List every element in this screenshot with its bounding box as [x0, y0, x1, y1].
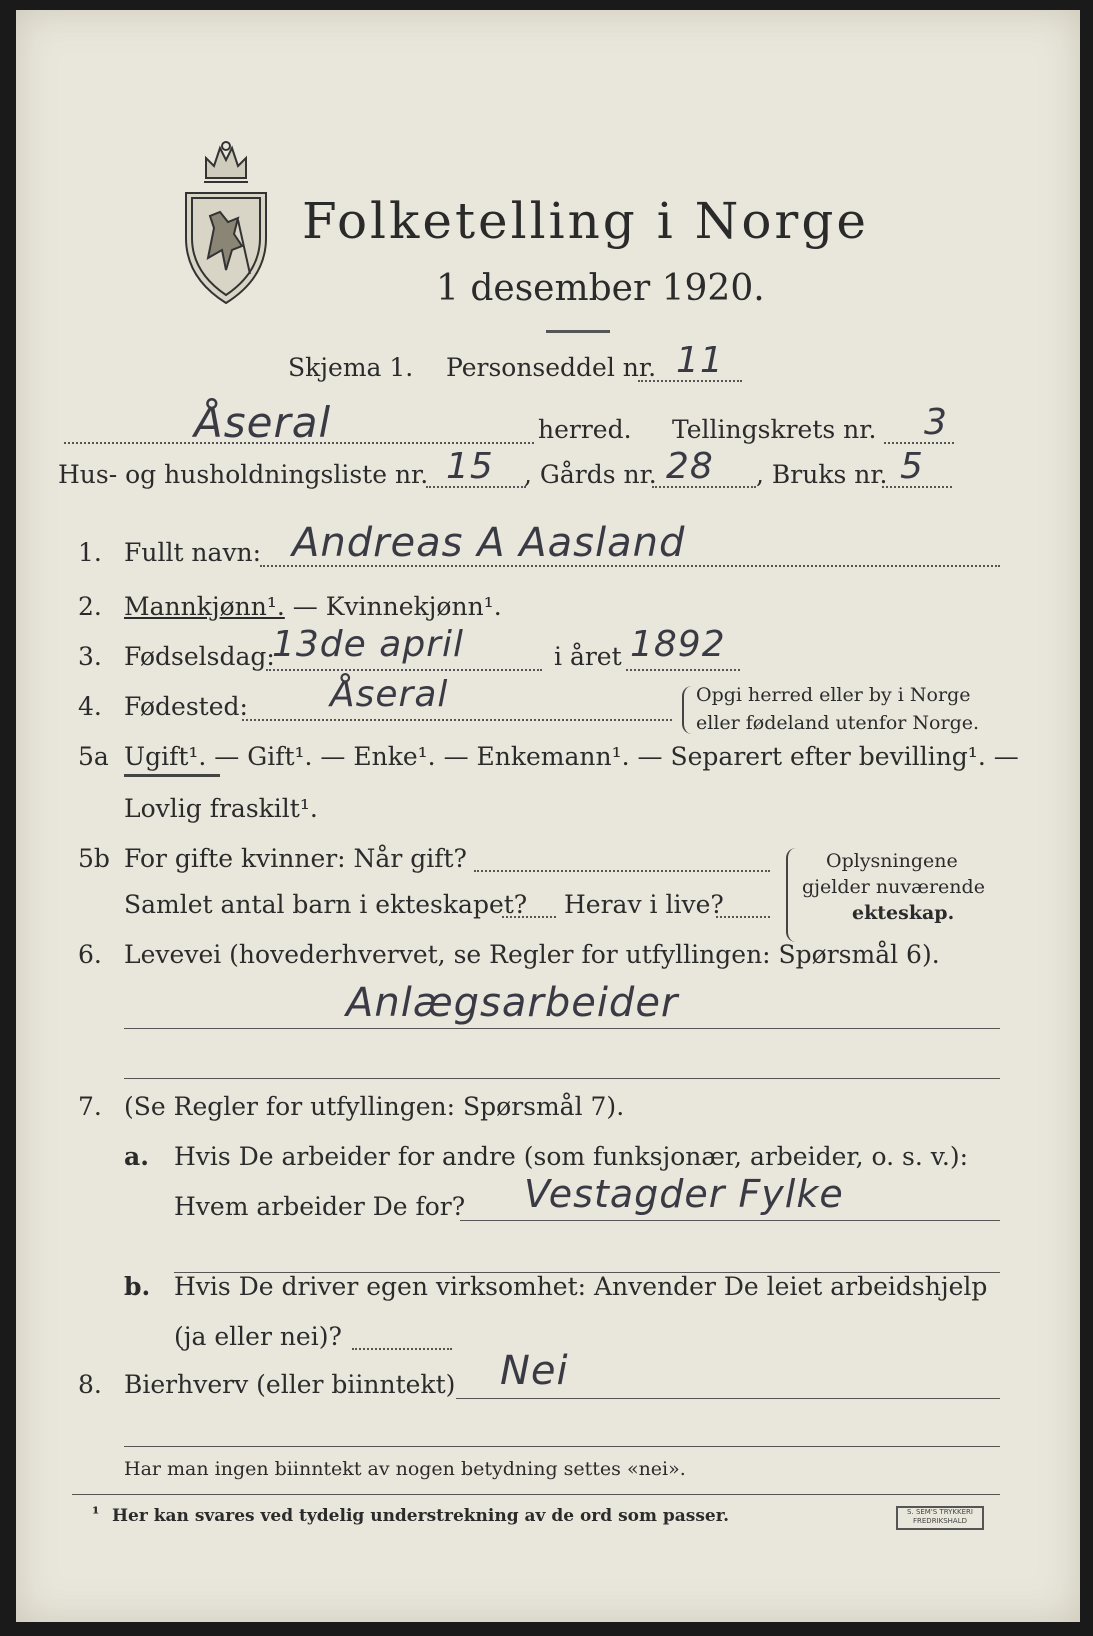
q4-number: 4.	[78, 692, 102, 721]
herred-label: herred.	[538, 415, 632, 444]
marital-status-options: Ugift¹. — Gift¹. — Enke¹. — Enkemann¹. — Separert efter bevilling¹. —	[124, 742, 1019, 771]
q7a-letter: a.	[124, 1142, 149, 1171]
q2-number: 2.	[78, 592, 102, 621]
census-form	[16, 10, 1080, 1622]
q7a-question: Hvis De arbeider for andre (som funksjonær, arbeider, o. s. v.):	[174, 1142, 969, 1171]
marital-status-options-line2: Lovlig fraskilt¹.	[124, 794, 318, 823]
footnote-mark: ¹	[92, 1504, 100, 1524]
form-title: Folketelling i Norge	[302, 192, 869, 250]
ugift-underline	[124, 774, 220, 777]
census-date: 1 desember 1920.	[436, 268, 765, 309]
marriage-note-line3: ekteskap.	[852, 902, 955, 924]
children-count-label: Samlet antal barn i ekteskapet?	[124, 890, 528, 919]
marriage-note-line2: gjelder nuværende	[802, 876, 985, 898]
marriage-note-line1: Oplysningene	[826, 850, 958, 872]
gender-male-option: Mannkjønn¹.	[124, 592, 285, 621]
gards-label: , Gårds nr.	[524, 460, 657, 489]
full-name-value: Andreas A Aasland	[292, 520, 686, 566]
side-income-label: Bierhverv (eller biinntekt)	[124, 1370, 456, 1399]
birth-day-value: 13de april	[272, 624, 464, 665]
hired-help-label: (ja eller nei)?	[174, 1322, 342, 1351]
birthplace-value: Åseral	[330, 674, 449, 715]
birth-year-value: 1892	[630, 624, 726, 665]
personseddel-value: 11	[676, 340, 724, 381]
husholdningsliste-label: Hus- og husholdningsliste nr.	[58, 460, 429, 489]
printer-stamp: S. SEM'S TRYKKERI FREDRIKSHALD	[896, 1506, 984, 1530]
birthplace-note-line1: Opgi herred eller by i Norge	[696, 684, 971, 706]
occupation-label: Levevei (hovederhvervet, se Regler for utfyllingen: Spørsmål 6).	[124, 940, 940, 969]
birth-year-label: i året	[554, 642, 622, 671]
husholdningsliste-value: 15	[446, 446, 494, 487]
q1-number: 1.	[78, 538, 102, 567]
norwegian-coat-of-arms-icon	[176, 138, 276, 308]
married-when-label: For gifte kvinner: Når gift?	[124, 844, 467, 873]
occupation-value: Anlægsarbeider	[346, 980, 679, 1026]
bruks-label: , Bruks nr.	[756, 460, 888, 489]
q4-label: Fødested:	[124, 692, 248, 721]
q7b-question: Hvis De driver egen virksomhet: Anvender De leiet arbeidshjelp	[174, 1272, 988, 1301]
q3-number: 3.	[78, 642, 102, 671]
footnote-text: Her kan svares ved tydelig understrekning av de ord som passer.	[112, 1506, 730, 1526]
side-income-note: Har man ingen biinntekt av nogen betydning settes «nei».	[124, 1458, 686, 1480]
q5b-number: 5b	[78, 844, 110, 873]
side-income-value: Nei	[500, 1348, 569, 1394]
herred-value: Åseral	[194, 398, 332, 447]
q7b-letter: b.	[124, 1272, 151, 1301]
children-alive-label: Herav i live?	[564, 890, 724, 919]
tellingskrets-value: 3	[924, 402, 948, 443]
employer-value: Vestagder Fylke	[524, 1172, 844, 1216]
personseddel-label: Personseddel nr.	[446, 353, 657, 382]
q2-options: Mannkjønn¹. — Kvinnekjønn¹.	[124, 592, 502, 621]
skjema-label: Skjema 1.	[288, 353, 414, 382]
gender-female-option: Kvinnekjønn¹.	[325, 592, 502, 621]
q6-number: 6.	[78, 940, 102, 969]
birthplace-note-line2: eller fødeland utenfor Norge.	[696, 712, 980, 734]
q7-label: (Se Regler for utfyllingen: Spørsmål 7).	[124, 1092, 625, 1121]
gards-value: 28	[666, 446, 714, 487]
q8-number: 8.	[78, 1370, 102, 1399]
q5a-number: 5a	[78, 742, 109, 771]
q1-label: Fullt navn:	[124, 538, 262, 567]
title-divider	[546, 330, 610, 333]
q7-number: 7.	[78, 1092, 102, 1121]
bruks-value: 5	[900, 446, 924, 487]
tellingskrets-label: Tellingskrets nr.	[672, 415, 877, 444]
employer-label: Hvem arbeider De for?	[174, 1192, 466, 1221]
q3-label: Fødselsdag:	[124, 642, 275, 671]
